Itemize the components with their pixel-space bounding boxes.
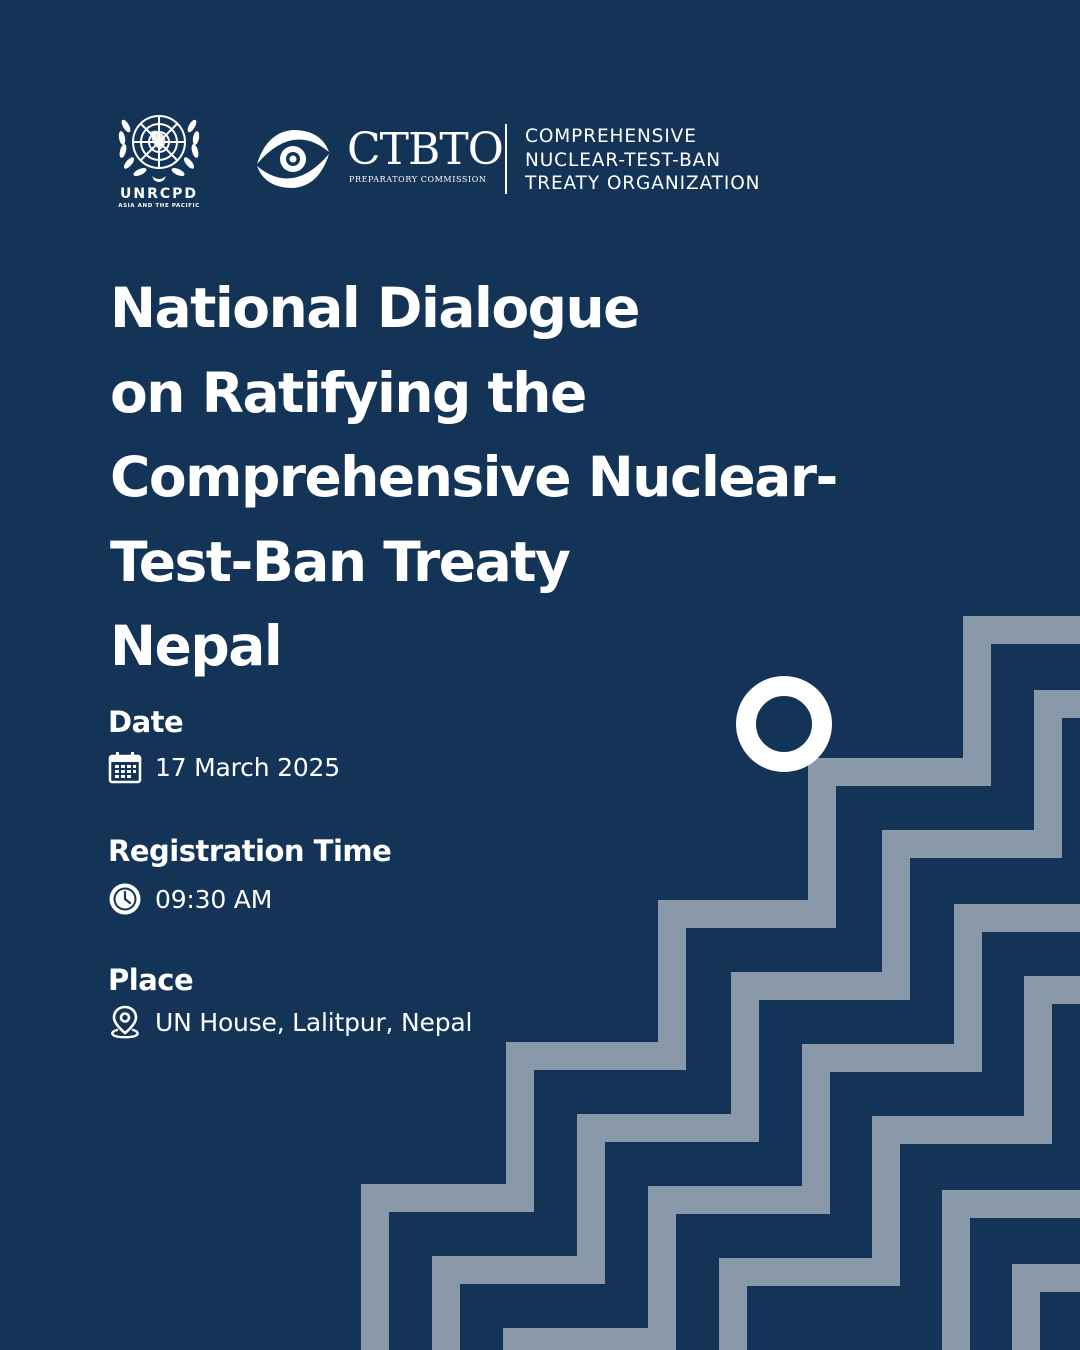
registration-time-detail [108,881,272,917]
un-emblem-icon [114,106,204,184]
registration-time-heading: Registration Time [108,834,392,868]
unrcpd-name: UNRCPD [119,186,199,202]
place-detail [108,1004,472,1040]
date-detail [108,749,340,785]
calendar-icon [108,750,142,784]
ctbto-full-name [525,125,760,196]
event-title [110,266,837,689]
title-line: Nepal [110,614,282,678]
title-line: National Dialogue [110,276,639,340]
logo-divider [505,124,507,194]
date-value: 17 March 2025 [155,752,340,782]
ctbto-eye-icon [255,128,331,190]
registration-time-value: 09:30 AM [155,884,273,914]
title-line: on Ratifying the [110,360,586,425]
unrcpd-logo [112,106,206,210]
clock-icon [108,882,142,916]
ctbto-logo [255,122,761,202]
ctbto-full-name-line: COMPREHENSIVE [525,126,697,147]
place-value: UN House, Lalitpur, Nepal [155,1007,473,1037]
date-heading: Date [108,705,184,739]
place-heading: Place [108,963,194,997]
ctbto-wordmark: CTBTO [347,124,503,175]
ctbto-full-name-line: NUCLEAR-TEST-BAN [525,149,721,171]
title-line: Test-Ban Treaty [110,529,570,594]
unrcpd-subtitle: ASIA AND THE PACIFIC [118,203,200,209]
ctbto-tagline: PREPARATORY COMMISSION [349,175,487,184]
title-line: Comprehensive Nuclear- [110,445,837,509]
ctbto-full-name-line: TREATY ORGANIZATION [525,173,761,194]
location-pin-icon [108,1005,142,1039]
ring-circle-graphic [746,686,822,762]
